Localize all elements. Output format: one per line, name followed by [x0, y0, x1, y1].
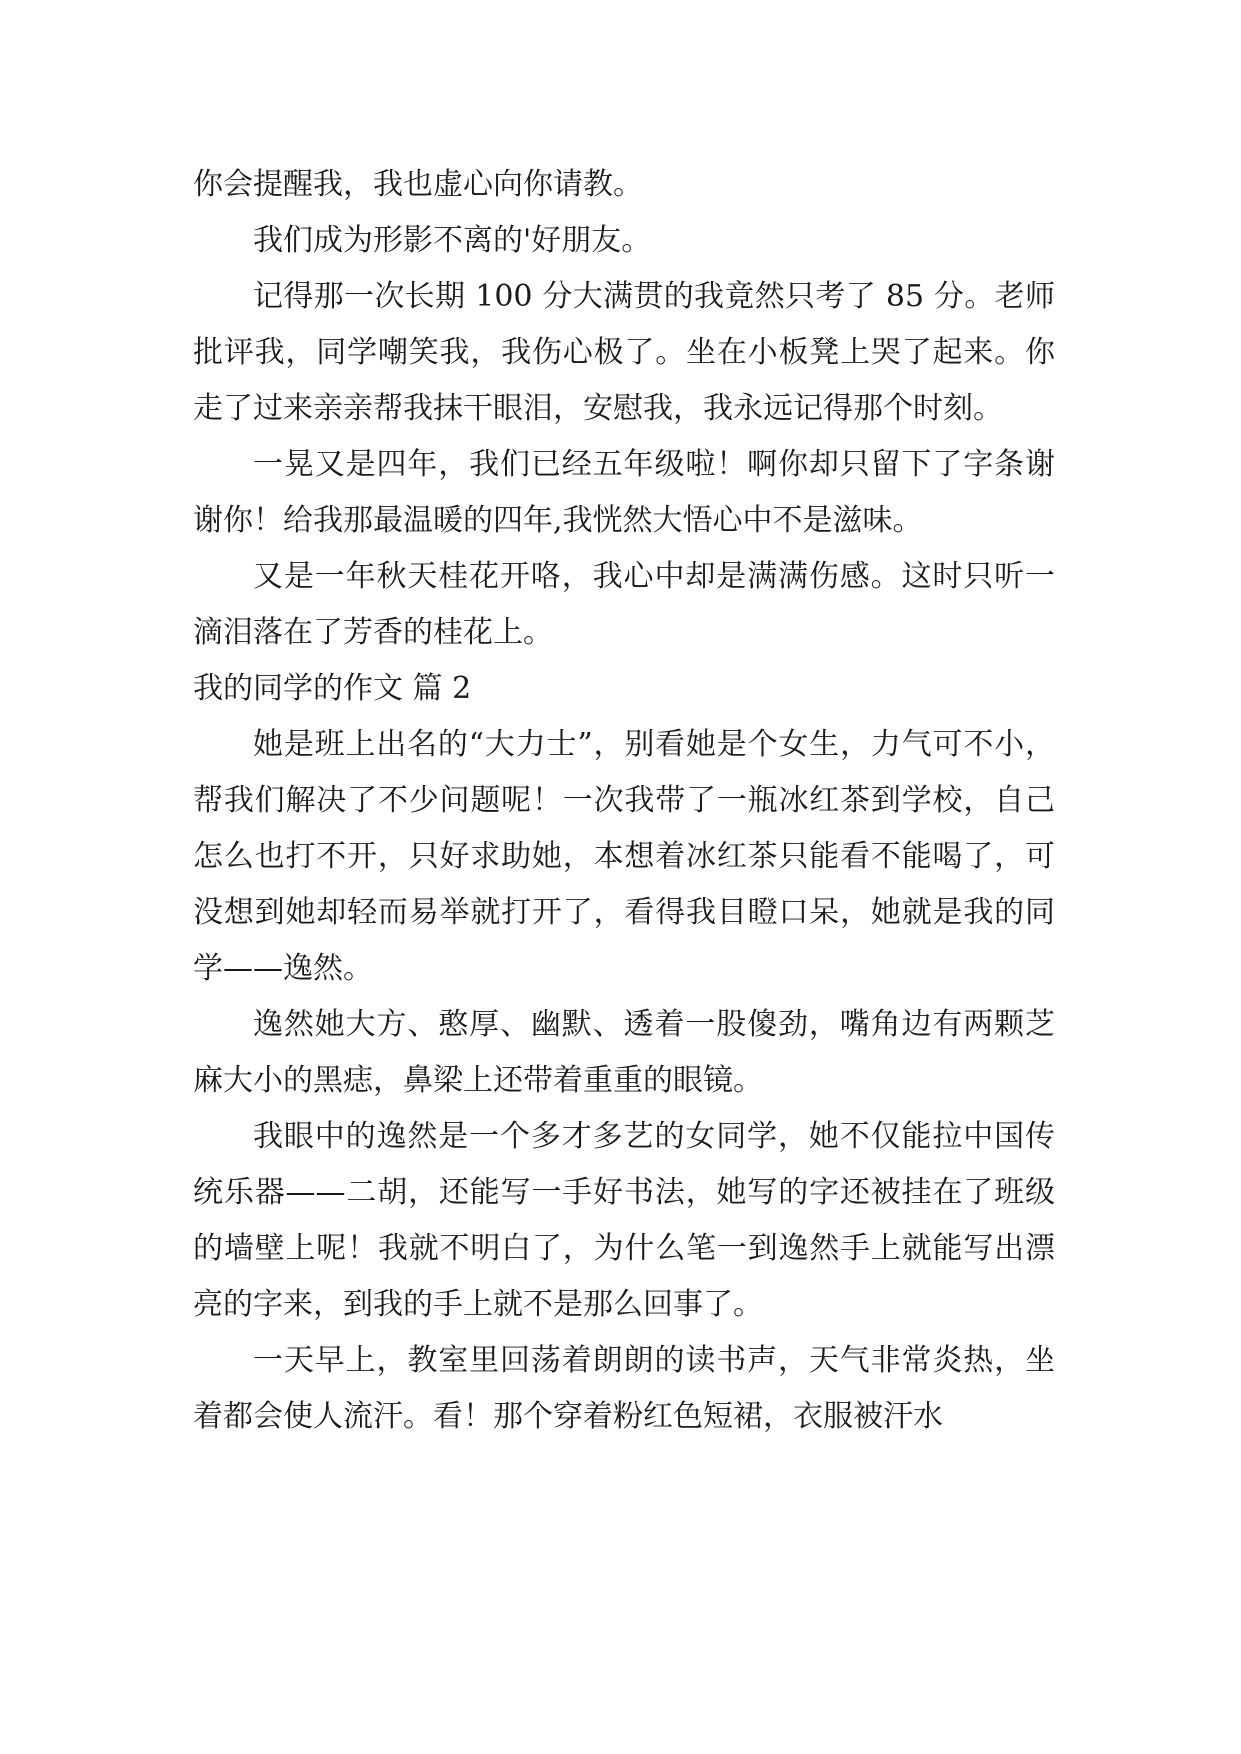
- paragraph-6: 她是班上出名的“大力士”，别看她是个女生，力气可不小，帮我们解决了不少问题呢！一次我带了一瓶冰红茶到学校，自己怎么也打不开，只好求助她，本想着冰红茶只能看不能喝了，可没想到她却轻而易举就打开了，看得我目瞪口呆，她就是我的同学——逸然。: [193, 727, 1055, 986]
- paragraph-4: 一晃又是四年，我们已经五年级啦！啊你却只留下了字条谢谢你！给我那最温暖的四年,我恍然大悟心中不是滋味。: [193, 447, 1055, 538]
- paragraph-9: 一天早上，教室里回荡着朗朗的读书声，天气非常炎热，坐着都会使人流汗。看！那个穿着粉红色短裙，衣服被汗水: [193, 1343, 1055, 1434]
- paragraph-1: 你会提醒我，我也虚心向你请教。: [193, 167, 643, 202]
- paragraph-8: 我眼中的逸然是一个多才多艺的女同学，她不仅能拉中国传统乐器——二胡，还能写一手好书法，她写的字还被挂在了班级的墙壁上呢！我就不明白了，为什么笔一到逸然手上就能写出漂亮的字来，到我的手上就不是那么回事了。: [193, 1119, 1055, 1322]
- section-heading: 我的同学的作文 篇 2: [193, 671, 472, 706]
- paragraph-5: 又是一年秋天桂花开咯，我心中却是满满伤感。这时只听一滴泪落在了芳香的桂花上。: [193, 559, 1055, 650]
- paragraph-7: 逸然她大方、憨厚、幽默、透着一股傻劲，嘴角边有两颗芝麻大小的黑痣，鼻梁上还带着重重的眼镜。: [193, 1007, 1055, 1098]
- document-body: [193, 157, 1055, 1445]
- paragraph-2: 我们成为形影不离的'好朋友。: [253, 223, 652, 258]
- paragraph-3: 记得那一次长期 100 分大满贯的我竟然只考了 85 分。老师批评我，同学嘲笑我，我伤心极了。坐在小板凳上哭了起来。你走了过来亲亲帮我抹干眼泪，安慰我，我永远记得那个时刻。: [193, 279, 1055, 426]
